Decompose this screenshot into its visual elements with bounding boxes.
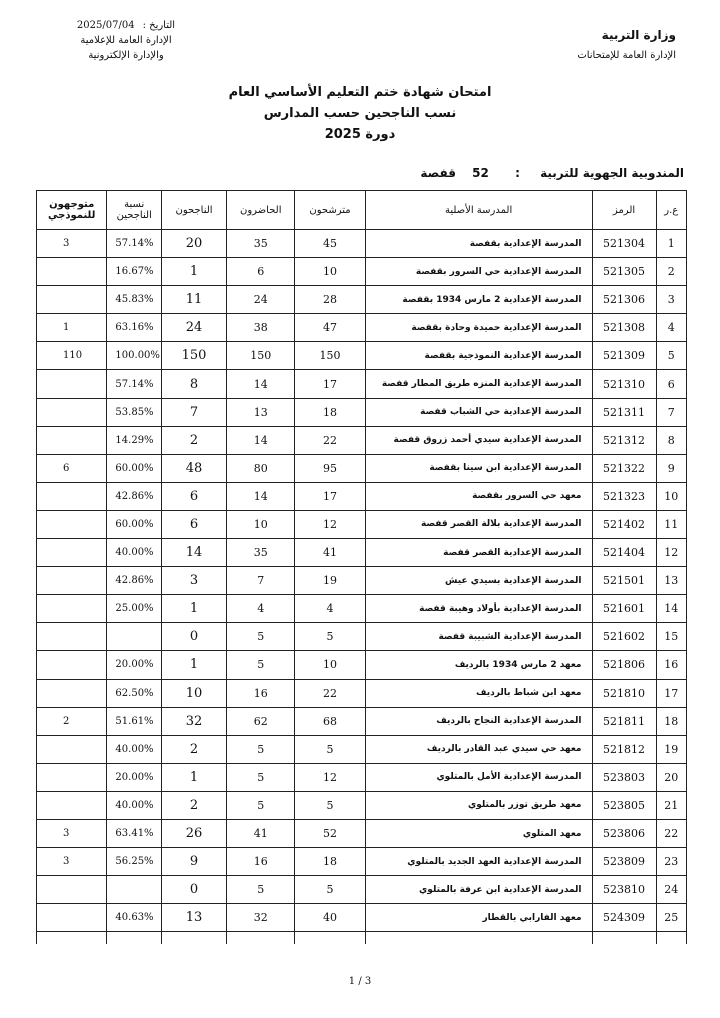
cell-candidates: 17	[295, 482, 365, 510]
table-row	[37, 876, 687, 904]
cell-candidates: 5	[295, 623, 365, 651]
cell-present: 5	[227, 651, 295, 679]
cell-num: 16	[656, 651, 686, 679]
empty-cell	[37, 932, 107, 945]
cell-oriented	[37, 623, 107, 651]
cell-code: 521308	[592, 314, 656, 342]
table-row	[37, 286, 687, 314]
cell-present: 14	[227, 426, 295, 454]
cell-present: 5	[227, 735, 295, 763]
cell-candidates: 41	[295, 539, 365, 567]
page-footer	[0, 976, 720, 987]
cell-passed: 6	[162, 510, 227, 538]
cell-ratio: 57.14%	[107, 230, 162, 258]
cell-school: المدرسة الإعدادية الأمل بالمتلوي	[365, 763, 592, 791]
cell-school: المدرسة الإعدادية النجاح بالرديف	[365, 707, 592, 735]
cell-ratio: 42.86%	[107, 482, 162, 510]
cell-num: 17	[656, 679, 686, 707]
table-row	[37, 848, 687, 876]
cell-candidates: 22	[295, 426, 365, 454]
cell-present: 35	[227, 230, 295, 258]
cell-candidates: 5	[295, 876, 365, 904]
cell-school: معهد الفارابي بالقطار	[365, 904, 592, 932]
table-row	[37, 539, 687, 567]
cell-code: 523806	[592, 819, 656, 847]
cell-num: 22	[656, 819, 686, 847]
cell-ratio: 16.67%	[107, 258, 162, 286]
cell-present: 150	[227, 342, 295, 370]
cell-oriented: 2	[37, 707, 107, 735]
cell-passed: 20	[162, 230, 227, 258]
table-row	[37, 230, 687, 258]
cell-passed: 14	[162, 539, 227, 567]
cell-code: 521811	[592, 707, 656, 735]
table-row	[37, 398, 687, 426]
header-oriented: متوجهون للنموذجي	[37, 191, 107, 230]
cell-school: المدرسة الإعدادية بسيدي عيش	[365, 567, 592, 595]
cell-school: معهد 2 مارس 1934 بالرديف	[365, 651, 592, 679]
empty-cell	[592, 932, 656, 945]
cell-num: 3	[656, 286, 686, 314]
empty-cell	[295, 932, 365, 945]
cell-ratio: 51.61%	[107, 707, 162, 735]
cell-school: معهد حي سيدي عبد القادر بالرديف	[365, 735, 592, 763]
cell-num: 5	[656, 342, 686, 370]
report-title: نسب الناجحين حسب المدارس	[263, 106, 457, 121]
cell-num: 14	[656, 595, 686, 623]
cell-passed: 26	[162, 819, 227, 847]
cell-passed: 2	[162, 791, 227, 819]
cell-oriented	[37, 876, 107, 904]
header-date-block	[56, 20, 196, 61]
cell-passed: 8	[162, 370, 227, 398]
cell-school: المدرسة الإعدادية حي الشباب قفصة	[365, 398, 592, 426]
cell-num: 24	[656, 876, 686, 904]
cell-passed: 6	[162, 482, 227, 510]
cell-passed: 2	[162, 735, 227, 763]
cell-present: 16	[227, 848, 295, 876]
cell-ratio: 40.00%	[107, 791, 162, 819]
cell-code: 521306	[592, 286, 656, 314]
cell-passed: 0	[162, 623, 227, 651]
cell-candidates: 22	[295, 679, 365, 707]
cell-num: 11	[656, 510, 686, 538]
cell-school: المدرسة الإعدادية الشبيبة قفصة	[365, 623, 592, 651]
cell-present: 24	[227, 286, 295, 314]
cell-ratio: 42.86%	[107, 567, 162, 595]
cell-present: 5	[227, 763, 295, 791]
cell-passed: 7	[162, 398, 227, 426]
table-row	[37, 314, 687, 342]
cell-passed: 1	[162, 763, 227, 791]
cell-num: 18	[656, 707, 686, 735]
cell-ratio: 20.00%	[107, 763, 162, 791]
cell-ratio: 60.00%	[107, 454, 162, 482]
cell-school: المدرسة الإعدادية 2 مارس 1934 بقفصة	[365, 286, 592, 314]
cell-passed: 48	[162, 454, 227, 482]
cell-code: 521304	[592, 230, 656, 258]
table-row	[37, 651, 687, 679]
empty-cell	[107, 932, 162, 945]
cell-ratio: 60.00%	[107, 510, 162, 538]
cell-oriented	[37, 679, 107, 707]
cell-ratio: 100.00%	[107, 342, 162, 370]
cell-ratio: 40.00%	[107, 539, 162, 567]
table-row	[37, 707, 687, 735]
table-body	[37, 230, 687, 945]
cell-ratio: 40.63%	[107, 904, 162, 932]
cell-school: المدرسة الإعدادية القصر قفصة	[365, 539, 592, 567]
results-table	[36, 190, 687, 944]
cell-school: المدرسة الإعدادية حي السرور بقفصة	[365, 258, 592, 286]
table-row	[37, 679, 687, 707]
table-row	[37, 763, 687, 791]
it-department-line-1: الإدارة العامة للإعلامية	[80, 35, 172, 46]
cell-school: المدرسة الإعدادية بلالة القصر قفصة	[365, 510, 592, 538]
table-row	[37, 454, 687, 482]
document-titles	[0, 82, 720, 145]
cell-candidates: 47	[295, 314, 365, 342]
header-ratio: نسبة الناجحين	[107, 191, 162, 230]
cell-ratio: 14.29%	[107, 426, 162, 454]
cell-present: 5	[227, 623, 295, 651]
cell-code: 521810	[592, 679, 656, 707]
cell-num: 12	[656, 539, 686, 567]
cell-candidates: 12	[295, 510, 365, 538]
cell-school: معهد طريق توزر بالمتلوي	[365, 791, 592, 819]
cell-code: 521806	[592, 651, 656, 679]
cell-candidates: 18	[295, 398, 365, 426]
cell-code: 524309	[592, 904, 656, 932]
cell-present: 35	[227, 539, 295, 567]
header-present: الحاضرون	[227, 191, 295, 230]
cell-school: المدرسة الإعدادية المنزه طريق المطار قفصة	[365, 370, 592, 398]
cell-ratio: 53.85%	[107, 398, 162, 426]
cell-candidates: 19	[295, 567, 365, 595]
cell-school: معهد ابن شباط بالرديف	[365, 679, 592, 707]
header-candidates: مترشحون	[295, 191, 365, 230]
cell-code: 523810	[592, 876, 656, 904]
cell-school: المدرسة الإعدادية ابن سينا بقفصة	[365, 454, 592, 482]
cell-code: 521402	[592, 510, 656, 538]
cell-num: 1	[656, 230, 686, 258]
cell-code: 521812	[592, 735, 656, 763]
cell-present: 4	[227, 595, 295, 623]
date-label: التاريخ :	[142, 20, 176, 31]
date-value: 2025/07/04	[76, 20, 135, 31]
cell-code: 521311	[592, 398, 656, 426]
cell-present: 14	[227, 370, 295, 398]
cell-num: 21	[656, 791, 686, 819]
region-separator: :	[515, 166, 520, 180]
table-continuation-row	[37, 932, 687, 945]
cell-ratio: 63.41%	[107, 819, 162, 847]
table-row	[37, 567, 687, 595]
cell-passed: 3	[162, 567, 227, 595]
cell-candidates: 10	[295, 651, 365, 679]
cell-school: المدرسة الإعدادية العهد الجديد بالمتلوي	[365, 848, 592, 876]
cell-present: 80	[227, 454, 295, 482]
department-name: الإدارة العامة للإمتحانات	[577, 50, 676, 61]
cell-ratio	[107, 623, 162, 651]
cell-candidates: 4	[295, 595, 365, 623]
cell-oriented: 1	[37, 314, 107, 342]
cell-present: 38	[227, 314, 295, 342]
cell-oriented: 3	[37, 819, 107, 847]
cell-oriented	[37, 426, 107, 454]
cell-num: 20	[656, 763, 686, 791]
table-row	[37, 904, 687, 932]
cell-oriented	[37, 510, 107, 538]
cell-school: المدرسة الإعدادية بأولاد وهيبة قفصة	[365, 595, 592, 623]
page-total: 3	[364, 976, 372, 987]
cell-code: 523803	[592, 763, 656, 791]
empty-cell	[365, 932, 592, 945]
cell-oriented	[37, 735, 107, 763]
cell-present: 41	[227, 819, 295, 847]
cell-present: 13	[227, 398, 295, 426]
cell-present: 16	[227, 679, 295, 707]
cell-num: 4	[656, 314, 686, 342]
cell-oriented	[37, 539, 107, 567]
cell-code: 521309	[592, 342, 656, 370]
it-department-line-2: والإدارة الإلكترونية	[88, 50, 164, 61]
cell-present: 32	[227, 904, 295, 932]
cell-code: 521323	[592, 482, 656, 510]
cell-candidates: 52	[295, 819, 365, 847]
table-row	[37, 342, 687, 370]
cell-oriented	[37, 370, 107, 398]
cell-ratio: 25.00%	[107, 595, 162, 623]
empty-cell	[656, 932, 686, 945]
cell-oriented	[37, 258, 107, 286]
header-passed: الناجحون	[162, 191, 227, 230]
cell-present: 10	[227, 510, 295, 538]
cell-candidates: 12	[295, 763, 365, 791]
cell-passed: 13	[162, 904, 227, 932]
cell-school: المدرسة الإعدادية ابن عرفة بالمتلوي	[365, 876, 592, 904]
empty-cell	[162, 932, 227, 945]
cell-num: 10	[656, 482, 686, 510]
cell-passed: 24	[162, 314, 227, 342]
cell-oriented: 3	[37, 230, 107, 258]
cell-passed: 0	[162, 876, 227, 904]
table-row	[37, 482, 687, 510]
cell-ratio: 62.50%	[107, 679, 162, 707]
cell-oriented	[37, 904, 107, 932]
cell-ratio: 57.14%	[107, 370, 162, 398]
table-row	[37, 595, 687, 623]
cell-code: 521310	[592, 370, 656, 398]
cell-candidates: 40	[295, 904, 365, 932]
region-name: قفصة	[420, 166, 456, 180]
cell-present: 7	[227, 567, 295, 595]
header-ministry-block	[577, 28, 676, 61]
cell-ratio: 40.00%	[107, 735, 162, 763]
cell-candidates: 10	[295, 258, 365, 286]
header-school: المدرسة الأصلية	[365, 191, 592, 230]
cell-candidates: 150	[295, 342, 365, 370]
cell-passed: 1	[162, 258, 227, 286]
cell-candidates: 45	[295, 230, 365, 258]
cell-candidates: 95	[295, 454, 365, 482]
cell-code: 521602	[592, 623, 656, 651]
cell-ratio: 56.25%	[107, 848, 162, 876]
table-row	[37, 370, 687, 398]
table-row	[37, 735, 687, 763]
cell-oriented	[37, 595, 107, 623]
cell-num: 15	[656, 623, 686, 651]
cell-code: 521601	[592, 595, 656, 623]
table-row	[37, 791, 687, 819]
cell-candidates: 68	[295, 707, 365, 735]
region-label: المندوبية الجهوية للتربية	[540, 166, 684, 180]
ministry-name: وزارة التربية	[601, 28, 676, 42]
page-separator: /	[358, 976, 362, 987]
cell-oriented	[37, 482, 107, 510]
cell-school: المدرسة الإعدادية سيدي أحمد زروق قفصة	[365, 426, 592, 454]
cell-num: 19	[656, 735, 686, 763]
session-title: دورة 2025	[324, 127, 396, 142]
cell-code: 523809	[592, 848, 656, 876]
cell-ratio: 45.83%	[107, 286, 162, 314]
cell-code: 521305	[592, 258, 656, 286]
region-line	[414, 166, 684, 180]
cell-oriented	[37, 567, 107, 595]
cell-candidates: 28	[295, 286, 365, 314]
cell-passed: 1	[162, 651, 227, 679]
cell-candidates: 5	[295, 735, 365, 763]
cell-passed: 11	[162, 286, 227, 314]
cell-num: 2	[656, 258, 686, 286]
cell-candidates: 18	[295, 848, 365, 876]
cell-oriented: 3	[37, 848, 107, 876]
cell-num: 9	[656, 454, 686, 482]
cell-school: المدرسة الإعدادية بقفصة	[365, 230, 592, 258]
region-code: 52	[472, 166, 489, 180]
table-header-row	[37, 191, 687, 230]
cell-candidates: 17	[295, 370, 365, 398]
cell-oriented: 110	[37, 342, 107, 370]
cell-passed: 150	[162, 342, 227, 370]
cell-oriented	[37, 286, 107, 314]
cell-passed: 10	[162, 679, 227, 707]
cell-ratio: 20.00%	[107, 651, 162, 679]
cell-code: 521501	[592, 567, 656, 595]
cell-oriented: 6	[37, 454, 107, 482]
cell-num: 7	[656, 398, 686, 426]
cell-present: 62	[227, 707, 295, 735]
cell-num: 23	[656, 848, 686, 876]
cell-candidates: 5	[295, 791, 365, 819]
cell-present: 5	[227, 791, 295, 819]
cell-present: 6	[227, 258, 295, 286]
cell-code: 521312	[592, 426, 656, 454]
cell-school: المدرسة الإعدادية حميدة وحادة بقفصة	[365, 314, 592, 342]
cell-oriented	[37, 651, 107, 679]
cell-passed: 32	[162, 707, 227, 735]
table-row	[37, 623, 687, 651]
cell-num: 13	[656, 567, 686, 595]
cell-present: 14	[227, 482, 295, 510]
cell-school: معهد حي السرور بقفصة	[365, 482, 592, 510]
table-row	[37, 258, 687, 286]
cell-code: 521322	[592, 454, 656, 482]
cell-school: معهد المتلوي	[365, 819, 592, 847]
table-row	[37, 510, 687, 538]
empty-cell	[227, 932, 295, 945]
cell-school: المدرسة الإعدادية النموذجية بقفصة	[365, 342, 592, 370]
cell-num: 25	[656, 904, 686, 932]
header-code: الرمز	[592, 191, 656, 230]
cell-ratio	[107, 876, 162, 904]
cell-oriented	[37, 398, 107, 426]
cell-num: 8	[656, 426, 686, 454]
page-number: 1	[348, 976, 356, 987]
cell-num: 6	[656, 370, 686, 398]
table-row	[37, 426, 687, 454]
cell-present: 5	[227, 876, 295, 904]
exam-title: امتحان شهادة ختم التعليم الأساسي العام	[228, 85, 492, 100]
cell-oriented	[37, 763, 107, 791]
cell-passed: 2	[162, 426, 227, 454]
cell-oriented	[37, 791, 107, 819]
cell-code: 523805	[592, 791, 656, 819]
cell-ratio: 63.16%	[107, 314, 162, 342]
cell-passed: 1	[162, 595, 227, 623]
table-row	[37, 819, 687, 847]
cell-passed: 9	[162, 848, 227, 876]
cell-code: 521404	[592, 539, 656, 567]
header-num: ع.ر	[656, 191, 686, 230]
